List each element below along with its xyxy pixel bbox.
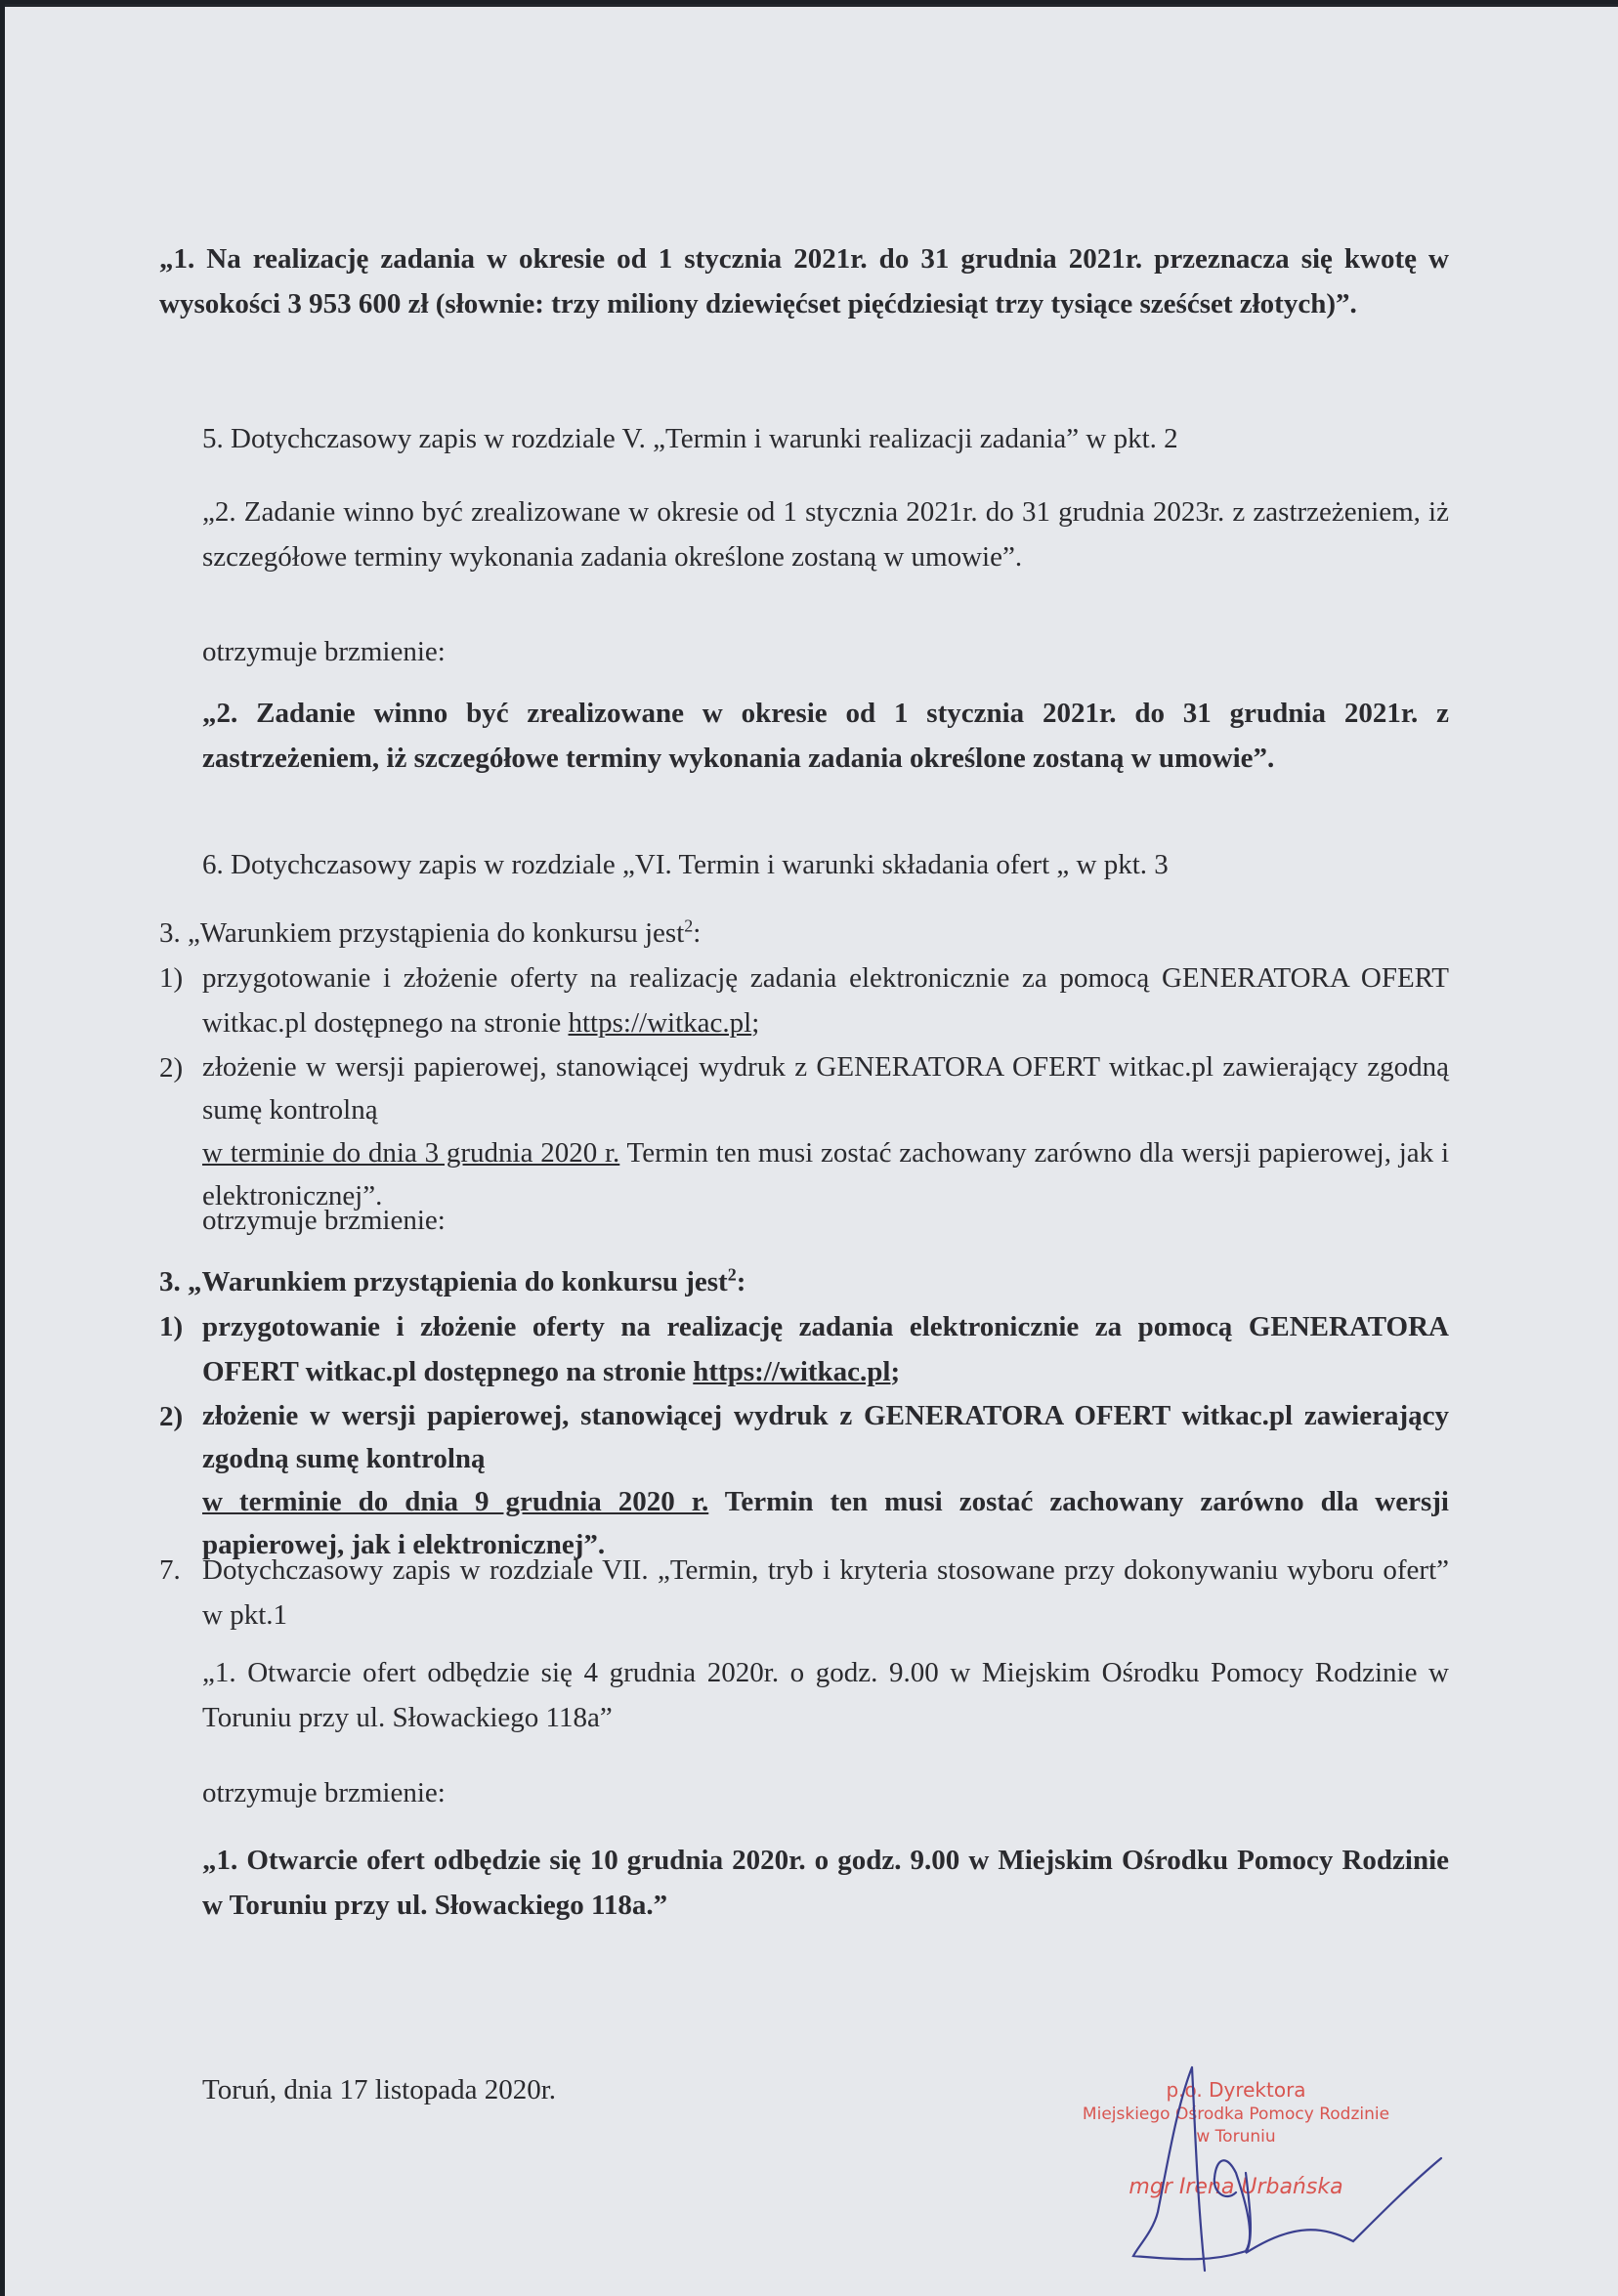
stamp-title: p.o. Dyrektora [1166, 2078, 1306, 2102]
section-5-heading: 5. Dotychczasowy zapis w rozdziale V. „Termin i warunki realizacji zadania” w pkt. 2 [202, 423, 1178, 454]
section-5-receives-label: otrzymuje brzmienie: [202, 636, 446, 667]
section-6-new-intro: 3. „Warunkiem przystąpienia do konkursu jest$^2$: [159, 1264, 746, 1297]
stamp-institution: Miejskiego Ośrodka Pomocy Rodzinie [1082, 2105, 1390, 2124]
section-7-new-text: „1. Otwarcie ofert odbędzie się 10 grudnia 2020r. o godz. 9.00 w Miejskim Ośrodku Pomocy Rodzinie w Toruniu przy ul. Słowackiego 118a.” [202, 1845, 1449, 1921]
stamp-name: mgr Irena Urbańska [1128, 2175, 1343, 2199]
witkac-link[interactable]: https://witkac.pl [693, 1356, 891, 1387]
section-7-old-text: „1. Otwarcie ofert odbędzie się 4 grudnia 2020r. o godz. 9.00 w Miejskim Ośrodku Pomocy Rodzinie w Toruniu przy ul. Słowackiego 118a” [202, 1657, 1449, 1733]
section-6-new-block [159, 1259, 1449, 1566]
footnote-marker: 2 [727, 1264, 737, 1285]
section-5-old-text: „2. Zadanie winno być zrealizowane w okresie od 1 stycznia 2021r. do 31 grudnia 2023r. z zastrzeżeniem, iż szczegółowe terminy wykonania zadania określone zostaną w umowie”. [202, 496, 1449, 573]
section-6-old-block [159, 911, 1449, 1217]
section-6-receives-label: otrzymuje brzmienie: [202, 1205, 446, 1236]
section-6-new-item-2: 2) złożenie w wersji papierowej, stanowiącej wydruk z GENERATORA OFERT witkac.pl zawierający zgodną sumę kontrolną w terminie do dnia 9 grudnia 2020 r. Termin ten musi zostać zachowany zarówno dla wersji papierowej, jak i elektronicznej”. [159, 1400, 1449, 1560]
section-7-heading: 7. Dotychczasowy zapis w rozdziale VII. „Termin, tryb i kryteria stosowane przy dokonywaniu wyboru ofert” w pkt.1 [159, 1554, 1449, 1631]
section-6-heading: 6. Dotychczasowy zapis w rozdziale „VI. Termin i warunki składania ofert „ w pkt. 3 [202, 849, 1169, 880]
new-deadline: w terminie do dnia 9 grudnia 2020 r. [202, 1486, 709, 1517]
section-6-old-intro: 3. „Warunkiem przystąpienia do konkursu jest$^2$: [159, 915, 702, 949]
document-page [5, 4, 1618, 2296]
witkac-link[interactable]: https://witkac.pl [568, 1007, 752, 1039]
signature-stroke [1133, 2067, 1441, 2271]
place-date: Toruń, dnia 17 listopada 2020r. [202, 2074, 557, 2105]
stamp-city: w Toruniu [1196, 2127, 1276, 2147]
section-6-old-item-2: 2) złożenie w wersji papierowej, stanowiącej wydruk z GENERATORA OFERT witkac.pl zawierający zgodną sumę kontrolną w terminie do dnia 3 grudnia 2020 r. Termin ten musi zostać zachowany zarówno dla wersji papierowej, jak i elektronicznej”. [159, 1051, 1449, 1212]
section-4-new-text: „1. Na realizację zadania w okresie od 1 stycznia 2021r. do 31 grudnia 2021r. przeznacza się kwotę w wysokości 3 953 600 zł (słownie: trzy miliony dziewięćset pięćdziesiąt trzy tysiące sześćset złotych)”. [159, 243, 1449, 319]
section-7-receives-label: otrzymuje brzmienie: [202, 1777, 446, 1808]
footnote-marker: 2 [684, 915, 694, 936]
handwritten-signature [1099, 2065, 1451, 2280]
section-6-new-item-1: 1) przygotowanie i złożenie oferty na realizację zadania elektronicznie za pomocą GENERATORA OFERT witkac.pl dostępnego na stronie https://witkac.pl; [159, 1311, 1449, 1387]
section-5-new-text: „2. Zadanie winno być zrealizowane w okresie od 1 stycznia 2021r. do 31 grudnia 2021r. z zastrzeżeniem, iż szczegółowe terminy wykonania zadania określone zostaną w umowie”. [202, 698, 1449, 774]
section-6-old-item-1: 1) przygotowanie i złożenie oferty na realizację zadania elektronicznie za pomocą GENERATORA OFERT witkac.pl dostępnego na stronie https://witkac.pl; [159, 962, 1449, 1039]
old-deadline: w terminie do dnia 3 grudnia 2020 r. [202, 1137, 620, 1169]
